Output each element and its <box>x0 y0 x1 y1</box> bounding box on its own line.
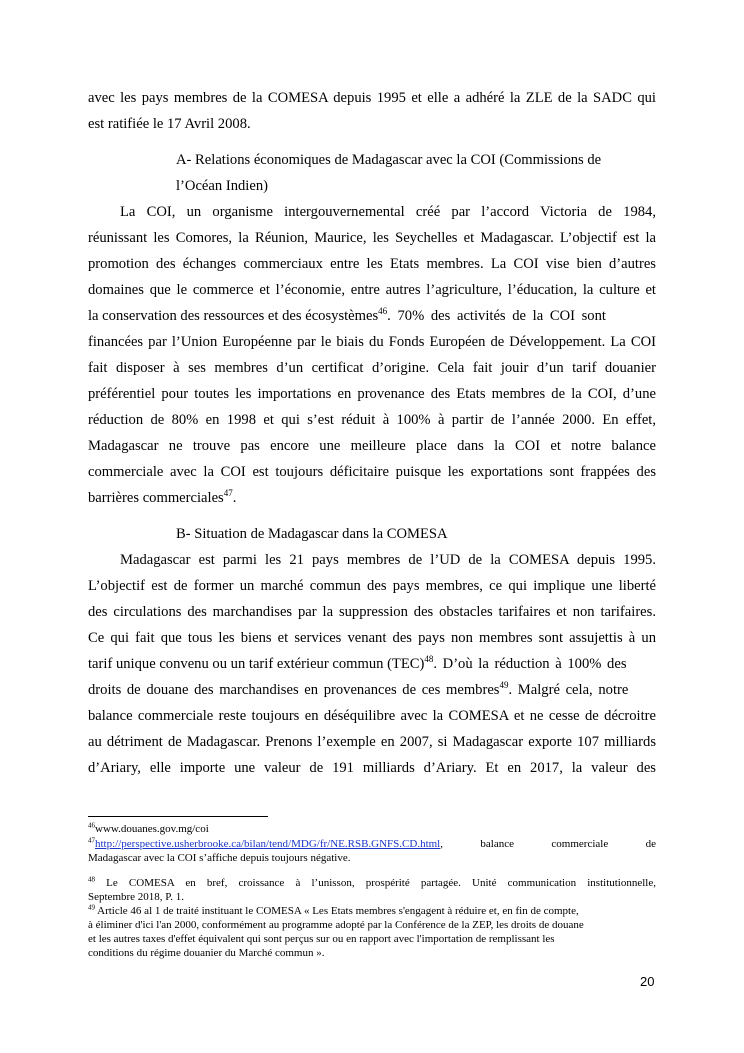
footnote-separator <box>88 816 268 817</box>
footnote-48 <box>88 877 656 890</box>
body-line: financées par l’Union Européenne par le biais du Fonds Européen de Développement. La COI <box>88 334 656 350</box>
body-line: d’Ariary, elle importe une valeur de 191 milliards d’Ariary. Et en 2017, la valeur des <box>88 760 656 776</box>
body-text: . Malgré cela, notre <box>508 682 629 698</box>
body-line <box>88 680 656 700</box>
body-line: Ce qui fait que tous les biens et services venant des pays non membres sont assujettis à un <box>88 630 656 646</box>
body-line: L’objectif est de former un marché commun des pays membres, ce qui implique une liberté <box>88 578 656 594</box>
body-line <box>88 654 656 674</box>
body-line: La COI, un organisme intergouvernemental créé par l’accord Victoria de 1984, <box>120 204 656 220</box>
body-line: domaines que le commerce et l’économie, entre autres l’agriculture, l’éducation, la culture et <box>88 282 656 298</box>
footnote-text: , balance commerciale de <box>440 838 656 850</box>
body-text: . 70% des activités de la COI sont <box>387 308 606 324</box>
footnote-48-cont: Septembre 2018, P. 1. <box>88 891 184 903</box>
body-text: barrières commerciales <box>88 490 224 506</box>
footnote-47-cont: Madagascar avec la COI s’affiche depuis toujours négative. <box>88 852 351 864</box>
footnote-ref[interactable]: 48 <box>424 654 434 665</box>
body-line: réunissant les Comores, la Réunion, Maurice, les Seychelles et Madagascar. L’objectif est la <box>88 230 656 246</box>
section-a-heading: A- Relations économiques de Madagascar avec la COI (Commissions de <box>176 152 602 168</box>
footnote-number: 49 <box>88 903 95 912</box>
body-text: . <box>232 490 237 506</box>
body-line: promotion des échanges commerciaux entre les Etats membres. La COI vise bien d’autres <box>88 256 656 272</box>
body-text: la conservation des ressources et des écosystèmes <box>88 308 379 324</box>
body-line <box>88 306 656 326</box>
section-b-heading: B- Situation de Madagascar dans la COMESA <box>176 526 448 542</box>
footnote-number: 48 <box>88 875 95 884</box>
body-line: avec les pays membres de la COMESA depuis 1995 et elle a adhéré la ZLE de la SADC qui <box>88 90 656 106</box>
body-line: est ratifiée le 17 Avril 2008. <box>88 116 251 132</box>
body-text: tarif unique convenu ou un tarif extérieur commun (TEC) <box>88 656 425 672</box>
footnote-text: Le COMESA en bref, croissance à l’unisson, prospérité partagée. Unité communication institutionnelle, <box>95 877 656 889</box>
footnote-ref[interactable]: 49 <box>499 680 509 691</box>
footnote-ref[interactable]: 46 <box>378 306 388 317</box>
body-line: au détriment de Madagascar. Prenons l’exemple en 2007, si Madagascar exporte 107 milliards <box>88 734 656 750</box>
footnote-49 <box>88 905 656 918</box>
body-line: commerciale avec la COI est toujours déficitaire puisque les exportations sont frappées des <box>88 464 656 480</box>
body-line: réduction de 80% en 1998 et qui s’est réduit à 100% à partir de l’année 2000. En effet, <box>88 412 656 428</box>
body-text: . D’où la réduction à 100% des <box>433 656 627 672</box>
body-text: droits de douane des marchandises en provenances de ces membres <box>88 682 500 698</box>
footnote-49-cont: à éliminer d'ici l'an 2000, conformément au programme adopté par la Conférence de la ZEP, les droits de douane <box>88 919 584 931</box>
body-line: préférentiel pour toutes les importations en provenance des Etats membres de la COI, d’une <box>88 386 656 402</box>
body-line: Madagascar ne trouve pas encore une meilleure place dans la COI et notre balance <box>88 438 656 454</box>
footnote-47 <box>88 838 656 851</box>
footnote-text: Article 46 al 1 de traité instituant le COMESA « Les Etats membres s'engagent à réduire et, en fin de compte, <box>95 905 579 917</box>
body-line: des circulations des marchandises par la suppression des obstacles tarifaires et non tarifaires. <box>88 604 656 620</box>
footnote-link[interactable]: http://perspective.usherbrooke.ca/bilan/tend/MDG/fr/NE.RSB.GNFS.CD.html <box>95 838 441 850</box>
section-a-heading-cont: l’Océan Indien) <box>176 178 268 194</box>
footnote-text: www.douanes.gov.mg/coi <box>95 823 209 835</box>
body-line <box>88 488 656 508</box>
footnote-number: 46 <box>88 821 95 830</box>
footnote-49-cont: et les autres taxes d'effet équivalent qui sont perçus sur ou en rapport avec l'importation de remplissant les <box>88 933 555 945</box>
footnote-number: 47 <box>88 836 95 845</box>
page-number: 20 <box>640 974 655 989</box>
body-line: fait disposer à ses membres d’un certificat d’origine. Cela fait jouir d’un tarif douanier <box>88 360 656 376</box>
footnote-49-cont: conditions du régime douanier du Marché commun ». <box>88 947 325 959</box>
footnote-46 <box>88 823 656 836</box>
footnote-ref[interactable]: 47 <box>223 488 233 499</box>
body-line: balance commerciale reste toujours en déséquilibre avec la COMESA et ne cesse de décroitre <box>88 708 656 724</box>
body-line: Madagascar est parmi les 21 pays membres de l’UD de la COMESA depuis 1995. <box>120 552 656 568</box>
